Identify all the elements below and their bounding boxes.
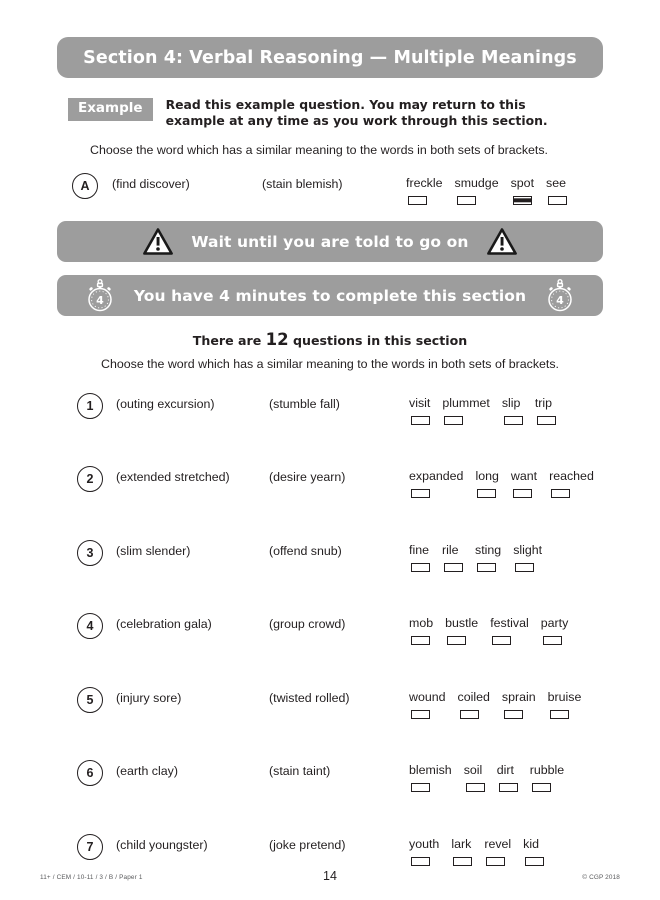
example-instruction-bold: Read this example question. You may return to this example at any time as you work through this section.: [165, 97, 548, 129]
answer-option-label: rile: [442, 543, 459, 557]
answer-option[interactable]: [541, 612, 569, 645]
example-block: [68, 97, 588, 130]
answer-option-label: expanded: [409, 469, 464, 483]
answer-option[interactable]: [546, 172, 567, 205]
example-bracket-set-2: (stain blemish): [262, 177, 343, 191]
answer-checkbox[interactable]: [515, 563, 534, 572]
bracket-set-2: (stain taint): [269, 764, 331, 778]
answer-options: [409, 612, 580, 645]
answer-checkbox[interactable]: [486, 857, 505, 866]
bracket-set-1: (celebration gala): [116, 617, 212, 631]
answer-option-label: smudge: [454, 176, 499, 190]
answer-option[interactable]: [406, 172, 443, 205]
section-header-banner: [57, 37, 603, 78]
answer-option-label: youth: [409, 837, 440, 851]
answer-option-label: blemish: [409, 763, 452, 777]
bracket-set-2: (stumble fall): [269, 397, 340, 411]
answer-option[interactable]: [502, 392, 523, 425]
answer-option-label: revel: [484, 837, 512, 851]
answer-checkbox[interactable]: [537, 416, 556, 425]
count-prefix: There are: [192, 333, 262, 348]
bracket-set-1: (extended stretched): [116, 470, 230, 484]
answer-option[interactable]: [409, 465, 463, 498]
question-number: 5: [77, 687, 103, 713]
answer-checkbox[interactable]: [550, 710, 569, 719]
example-choose-instruction: Choose the word which has a similar meaning to the words in both sets of brackets.: [90, 143, 548, 157]
time-notice-banner: [57, 275, 603, 316]
answer-option[interactable]: [409, 759, 452, 792]
answer-option[interactable]: [484, 833, 511, 866]
example-tag: Example: [68, 98, 153, 121]
answer-checkbox[interactable]: [408, 196, 427, 205]
section-title: Section 4: Verbal Reasoning — Multiple Meanings: [83, 47, 577, 68]
bracket-set-2: (twisted rolled): [269, 691, 350, 705]
answer-option-label: slight: [513, 543, 543, 557]
bracket-set-2: (offend snub): [269, 544, 342, 558]
example-bracket-set-1: (find discover): [112, 177, 190, 191]
answer-option-label: kid: [523, 837, 540, 851]
main-instruction: Choose the word which has a similar meaning to the words in both sets of brackets.: [101, 357, 559, 371]
answer-checkbox[interactable]: [411, 636, 430, 645]
answer-checkbox[interactable]: [453, 857, 472, 866]
question-row: [77, 833, 617, 866]
answer-option-label: want: [510, 469, 538, 483]
answer-checkbox[interactable]: [513, 489, 532, 498]
warning-triangle-icon: [143, 228, 173, 255]
answer-option-label: slip: [501, 396, 521, 410]
answer-option[interactable]: [464, 759, 485, 792]
answer-option-label: bustle: [445, 616, 479, 630]
answer-checkbox[interactable]: [411, 783, 430, 792]
answer-checkbox[interactable]: [411, 489, 430, 498]
answer-checkbox[interactable]: [477, 489, 496, 498]
answer-checkbox[interactable]: [543, 636, 562, 645]
svg-text:4: 4: [96, 293, 104, 307]
answer-option-label: wound: [409, 690, 446, 704]
answer-option[interactable]: [442, 392, 490, 425]
question-number: 1: [77, 393, 103, 419]
question-row: [77, 539, 617, 572]
bracket-set-1: (earth clay): [116, 764, 178, 778]
answer-option-label: freckle: [406, 176, 443, 190]
answer-option-label: rubble: [529, 763, 565, 777]
answer-option-label: reached: [549, 469, 594, 483]
answer-options: [409, 686, 593, 719]
bracket-set-2: (desire yearn): [269, 470, 346, 484]
answer-option-label: soil: [463, 763, 483, 777]
answer-option[interactable]: [513, 539, 542, 572]
answer-checkbox[interactable]: [411, 416, 430, 425]
question-count-line: [0, 330, 660, 349]
answer-checkbox[interactable]: [460, 710, 479, 719]
answer-option-label: dirt: [496, 763, 514, 777]
answer-option[interactable]: [530, 759, 564, 792]
answer-option-label: spot: [510, 176, 535, 190]
answer-option-label: see: [546, 176, 566, 190]
answer-options: [409, 833, 556, 866]
answer-option-label: sting: [475, 543, 502, 557]
answer-option-label: visit: [409, 396, 431, 410]
stopwatch-icon: [544, 279, 576, 313]
answer-checkbox[interactable]: [504, 710, 523, 719]
answer-checkbox[interactable]: [411, 563, 430, 572]
bracket-set-2: (joke pretend): [269, 838, 346, 852]
answer-checkbox[interactable]: [447, 636, 466, 645]
count-number: 12: [265, 330, 289, 349]
bracket-set-1: (outing excursion): [116, 397, 215, 411]
count-suffix: questions in this section: [293, 333, 468, 348]
answer-option-label: sprain: [501, 690, 536, 704]
answer-checkbox[interactable]: [499, 783, 518, 792]
answer-checkbox[interactable]: [457, 196, 476, 205]
answer-option-label: trip: [534, 396, 553, 410]
example-options: [406, 172, 579, 205]
answer-option[interactable]: [409, 686, 446, 719]
answer-option[interactable]: [445, 612, 478, 645]
answer-option-label: coiled: [457, 690, 490, 704]
answer-options: [409, 759, 576, 792]
answer-option[interactable]: [409, 833, 439, 866]
bracket-set-1: (injury sore): [116, 691, 182, 705]
time-notice-text: You have 4 minutes to complete this section: [133, 286, 527, 305]
answer-option[interactable]: [451, 833, 472, 866]
answer-checkbox[interactable]: [504, 416, 523, 425]
answer-checkbox[interactable]: [444, 416, 463, 425]
svg-text:4: 4: [556, 293, 564, 307]
answer-option[interactable]: [548, 686, 582, 719]
answer-option-label: mob: [409, 616, 434, 630]
answer-checkbox[interactable]: [548, 196, 567, 205]
answer-checkbox[interactable]: [525, 857, 544, 866]
answer-option-label: festival: [490, 616, 529, 630]
answer-options: [409, 465, 606, 498]
wait-notice-banner: [57, 221, 603, 262]
answer-option[interactable]: [490, 612, 529, 645]
answer-option[interactable]: [502, 686, 536, 719]
question-row: [77, 612, 617, 645]
answer-option[interactable]: [455, 172, 499, 205]
answer-checkbox[interactable]: [551, 489, 570, 498]
answer-option[interactable]: [511, 465, 537, 498]
answer-option-label: party: [540, 616, 569, 630]
answer-options: [409, 392, 568, 425]
warning-triangle-icon: [487, 228, 517, 255]
answer-option-label: lark: [451, 837, 472, 851]
answer-option[interactable]: [475, 465, 498, 498]
answer-option-label: plummet: [442, 396, 490, 410]
footer-copyright: © CGP 2018: [582, 874, 620, 881]
footer-reference: 11+ / CEM / 10-11 / 3 / B / Paper 1: [40, 874, 143, 881]
answer-checkbox[interactable]: [466, 783, 485, 792]
answer-option-label: fine: [409, 543, 429, 557]
answer-option[interactable]: [523, 833, 544, 866]
question-number: 2: [77, 466, 103, 492]
answer-option[interactable]: [475, 539, 501, 572]
question-number: 6: [77, 760, 103, 786]
answer-option[interactable]: [458, 686, 490, 719]
answer-checkbox[interactable]: [532, 783, 551, 792]
question-number: 7: [77, 834, 103, 860]
question-number: 4: [77, 613, 103, 639]
answer-option[interactable]: [409, 539, 430, 572]
bracket-set-2: (group crowd): [269, 617, 346, 631]
example-question-number: A: [72, 173, 98, 199]
answer-option[interactable]: [409, 392, 430, 425]
question-row: [77, 465, 617, 498]
wait-notice-text: Wait until you are told to go on: [191, 232, 469, 251]
answer-option[interactable]: [497, 759, 518, 792]
answer-checkbox[interactable]: [477, 563, 496, 572]
question-row: [77, 392, 617, 425]
answer-checkbox[interactable]: [411, 710, 430, 719]
answer-option[interactable]: [549, 465, 594, 498]
question-number: 3: [77, 540, 103, 566]
answer-option-label: long: [475, 469, 499, 483]
answer-option[interactable]: [442, 539, 463, 572]
answer-checkbox[interactable]: [411, 857, 430, 866]
answer-option[interactable]: [511, 172, 534, 205]
stopwatch-icon: [84, 279, 116, 313]
bracket-set-1: (child youngster): [116, 838, 208, 852]
bracket-set-1: (slim slender): [116, 544, 191, 558]
answer-option-label: bruise: [547, 690, 582, 704]
example-question-row: [72, 172, 592, 205]
answer-options: [409, 539, 554, 572]
page-number: 14: [323, 869, 337, 883]
question-row: [77, 686, 617, 719]
answer-checkbox[interactable]: [444, 563, 463, 572]
question-row: [77, 759, 617, 792]
answer-checkbox[interactable]: [492, 636, 511, 645]
answer-option[interactable]: [409, 612, 433, 645]
answer-option[interactable]: [535, 392, 556, 425]
answer-checkbox[interactable]: [513, 196, 532, 205]
